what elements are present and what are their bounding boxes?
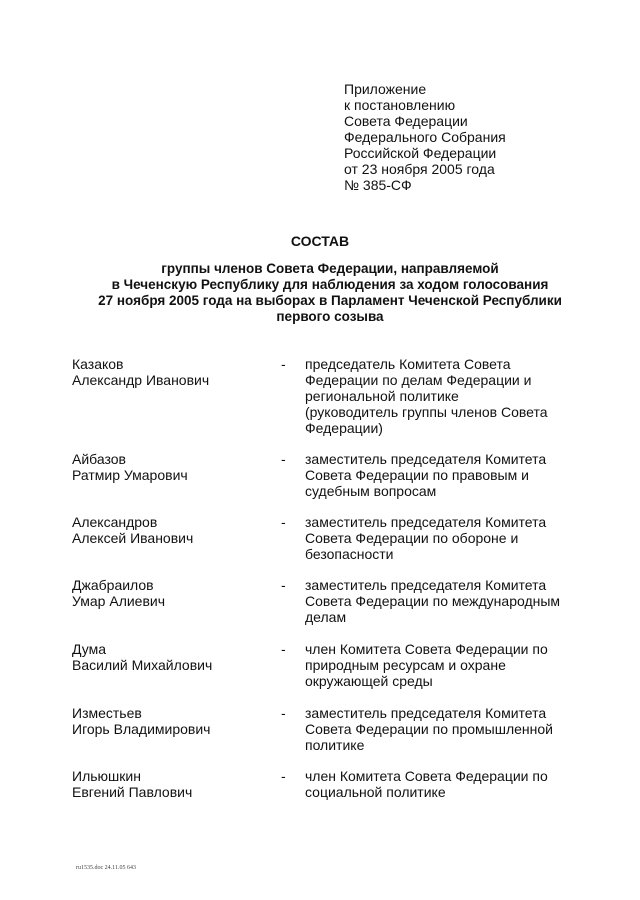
member-given-names: Александр Иванович — [72, 372, 210, 388]
member-dash: - — [281, 577, 286, 593]
subtitle-line: первого созыва — [276, 309, 384, 324]
role-line: Совета Федерации по обороне и — [305, 530, 519, 546]
role-line: Совета Федерации по правовым и — [305, 467, 529, 483]
subtitle-line: 27 ноября 2005 года на выборах в Парламент Чеченской Республики — [98, 293, 562, 308]
member-given-names: Евгений Павлович — [72, 784, 193, 800]
appendix-line: к постановлению — [344, 97, 456, 113]
member-role — [305, 514, 605, 562]
role-line: судебным вопросам — [305, 483, 437, 499]
member-surname: Изместьев — [72, 705, 142, 721]
member-role — [305, 356, 605, 436]
role-line: окружающей среды — [305, 673, 433, 689]
document-subtitle — [60, 261, 600, 325]
member-dash: - — [281, 705, 286, 721]
footer-file-note: ru1535.doc 24.11.05 643 — [76, 865, 136, 871]
member-dash: - — [281, 356, 286, 372]
member-role — [305, 705, 605, 753]
appendix-line: Федерального Собрания — [344, 129, 506, 145]
appendix-line: Приложение — [344, 81, 427, 97]
member-given-names: Умар Алиевич — [72, 593, 166, 609]
role-line: делам — [305, 609, 347, 625]
appendix-header — [344, 81, 624, 193]
role-line: социальной политике — [305, 784, 446, 800]
member-surname: Дума — [72, 641, 107, 657]
role-line: заместитель председателя Комитета — [305, 577, 547, 593]
appendix-line: от 23 ноября 2005 года — [344, 161, 495, 177]
member-name — [72, 451, 272, 483]
member-surname: Ильюшкин — [72, 768, 141, 784]
member-surname: Александров — [72, 514, 158, 530]
role-line: Совета Федерации по международным — [305, 593, 561, 609]
role-line: председатель Комитета Совета — [305, 356, 511, 372]
member-role — [305, 768, 605, 800]
document-title: СОСТАВ — [290, 233, 350, 249]
member-dash: - — [281, 641, 286, 657]
role-line: региональной политике — [305, 388, 459, 404]
subtitle-line: в Чеченскую Республику для наблюдения за ходом голосования — [111, 277, 549, 292]
member-name — [72, 356, 272, 388]
role-line: природным ресурсам и охране — [305, 657, 506, 673]
role-line: политике — [305, 737, 365, 753]
member-given-names: Василий Михайлович — [72, 657, 213, 673]
subtitle-line: группы членов Совета Федерации, направляемой — [161, 261, 499, 276]
role-line: Совета Федерации по промышленной — [305, 721, 553, 737]
member-name — [72, 577, 272, 609]
member-name — [72, 641, 272, 673]
role-line: член Комитета Совета Федерации по — [305, 641, 548, 657]
role-line: член Комитета Совета Федерации по — [305, 768, 548, 784]
member-surname: Джабраилов — [72, 577, 154, 593]
role-line: Федерации) — [305, 420, 383, 436]
member-dash: - — [281, 451, 286, 467]
member-name — [72, 514, 272, 546]
member-given-names: Алексей Иванович — [72, 530, 194, 546]
member-name — [72, 768, 272, 800]
member-role — [305, 451, 605, 499]
member-given-names: Ратмир Умарович — [72, 467, 188, 483]
member-surname: Айбазов — [72, 451, 126, 467]
role-line: заместитель председателя Комитета — [305, 705, 547, 721]
member-dash: - — [281, 514, 286, 530]
appendix-line: Российской Федерации — [344, 145, 497, 161]
member-given-names: Игорь Владимирович — [72, 721, 211, 737]
member-role — [305, 577, 605, 625]
role-line: (руководитель группы членов Совета — [305, 404, 548, 420]
member-name — [72, 705, 272, 737]
appendix-line: № 385-СФ — [344, 177, 412, 193]
role-line: безопасности — [305, 546, 394, 562]
member-dash: - — [281, 768, 286, 784]
member-role — [305, 641, 605, 689]
role-line: заместитель председателя Комитета — [305, 514, 547, 530]
role-line: заместитель председателя Комитета — [305, 451, 547, 467]
appendix-line: Совета Федерации — [344, 113, 468, 129]
member-surname: Казаков — [72, 356, 124, 372]
role-line: Федерации по делам Федерации и — [305, 372, 532, 388]
